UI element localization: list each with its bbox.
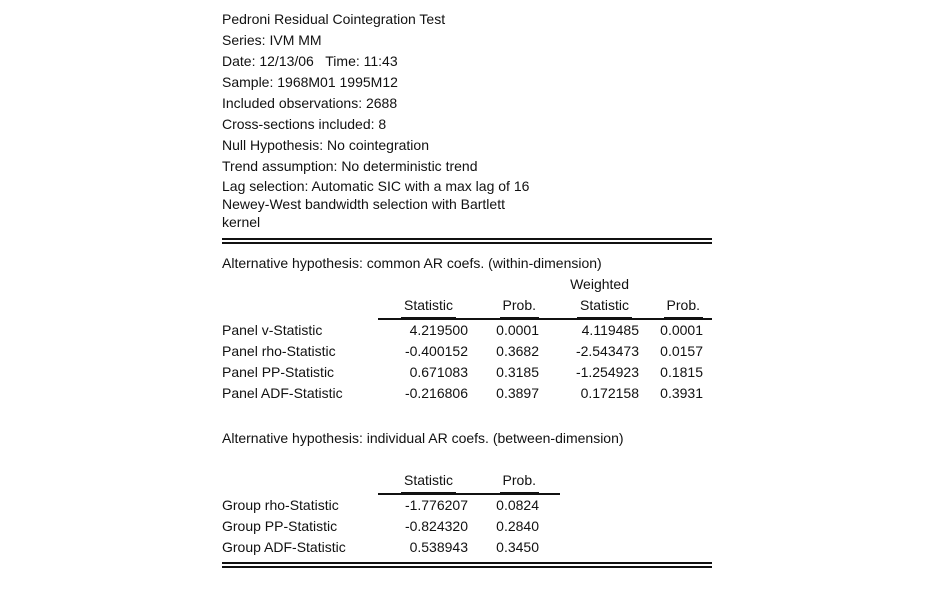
cell-statistic: 0.538943 [409,539,468,555]
sample-line: Sample: 1968M01 1995M12 [222,74,398,90]
double-rule-top [222,238,712,244]
weighted-label: Weighted [570,276,629,292]
table-row-group-adf [222,537,712,558]
report-title: Pedroni Residual Cointegration Test [222,11,446,27]
cell-prob: 0.3897 [496,385,539,401]
table-row-panel-pp [222,362,712,383]
within-col-statistic: Statistic [401,295,456,318]
cell-weighted-statistic: -2.543473 [575,343,639,359]
table-row-panel-rho [222,341,712,362]
within-col-weighted-statistic: Statistic [577,295,632,318]
cell-weighted-prob: 0.3931 [660,385,703,401]
cell-prob: 0.3682 [496,343,539,359]
cross-sections-line: Cross-sections included: 8 [222,116,387,132]
within-heading: Alternative hypothesis: common AR coefs. (within-dimension) [222,255,602,271]
table-row-group-pp [222,516,712,537]
cell-prob: 0.0824 [496,497,539,513]
table-row-panel-v [222,320,712,341]
weighted-label-row [222,274,712,295]
row-label: Panel PP-Statistic [222,364,335,380]
cell-prob: 0.2840 [496,518,539,534]
cell-statistic: -0.824320 [404,518,468,534]
double-rule-bottom [222,562,712,568]
row-label: Panel ADF-Statistic [222,385,343,401]
cell-statistic: -0.400152 [404,343,468,359]
cell-prob: 0.3185 [496,364,539,380]
between-col-prob: Prob. [500,470,539,493]
pedroni-test-report [222,9,712,568]
lag-selection-block [222,177,712,231]
within-col-weighted-prob: Prob. [664,295,703,318]
table-row-group-rho [222,495,712,516]
null-hypothesis-line: Null Hypothesis: No cointegration [222,137,429,153]
newey-west-line-1: Newey-West bandwidth selection with Bartlett [222,196,505,212]
cell-weighted-prob: 0.1815 [660,364,703,380]
between-col-statistic: Statistic [401,470,456,493]
between-table [222,470,712,558]
cell-weighted-prob: 0.0001 [660,322,703,338]
cell-weighted-statistic: 0.172158 [580,385,639,401]
row-label: Group ADF-Statistic [222,539,346,555]
cell-statistic: -1.776207 [404,497,468,513]
cell-prob: 0.3450 [496,539,539,555]
series-line: Series: IVM MM [222,32,322,48]
trend-assumption-line: Trend assumption: No deterministic trend [222,158,478,174]
row-label: Panel rho-Statistic [222,343,336,359]
cell-statistic: 4.219500 [409,322,468,338]
observations-line: Included observations: 2688 [222,95,398,111]
cell-weighted-prob: 0.0157 [660,343,703,359]
cell-weighted-statistic: -1.254923 [575,364,639,380]
lag-selection-line: Lag selection: Automatic SIC with a max lag of 16 [222,178,530,194]
within-col-prob: Prob. [500,295,539,318]
cell-statistic: 0.671083 [409,364,468,380]
within-table [222,274,712,404]
cell-weighted-statistic: 4.119485 [581,322,639,338]
cell-prob: 0.0001 [496,322,539,338]
between-header-row [222,470,712,493]
cell-statistic: -0.216806 [404,385,468,401]
newey-west-line-2: kernel [222,214,261,230]
table-row-panel-adf [222,383,712,404]
within-header-row [222,295,712,318]
between-heading: Alternative hypothesis: individual AR coefs. (between-dimension) [222,430,624,446]
row-label: Group PP-Statistic [222,518,338,534]
date-time-line: Date: 12/13/06 Time: 11:43 [222,53,398,69]
row-label: Panel v-Statistic [222,322,323,338]
row-label: Group rho-Statistic [222,497,339,513]
